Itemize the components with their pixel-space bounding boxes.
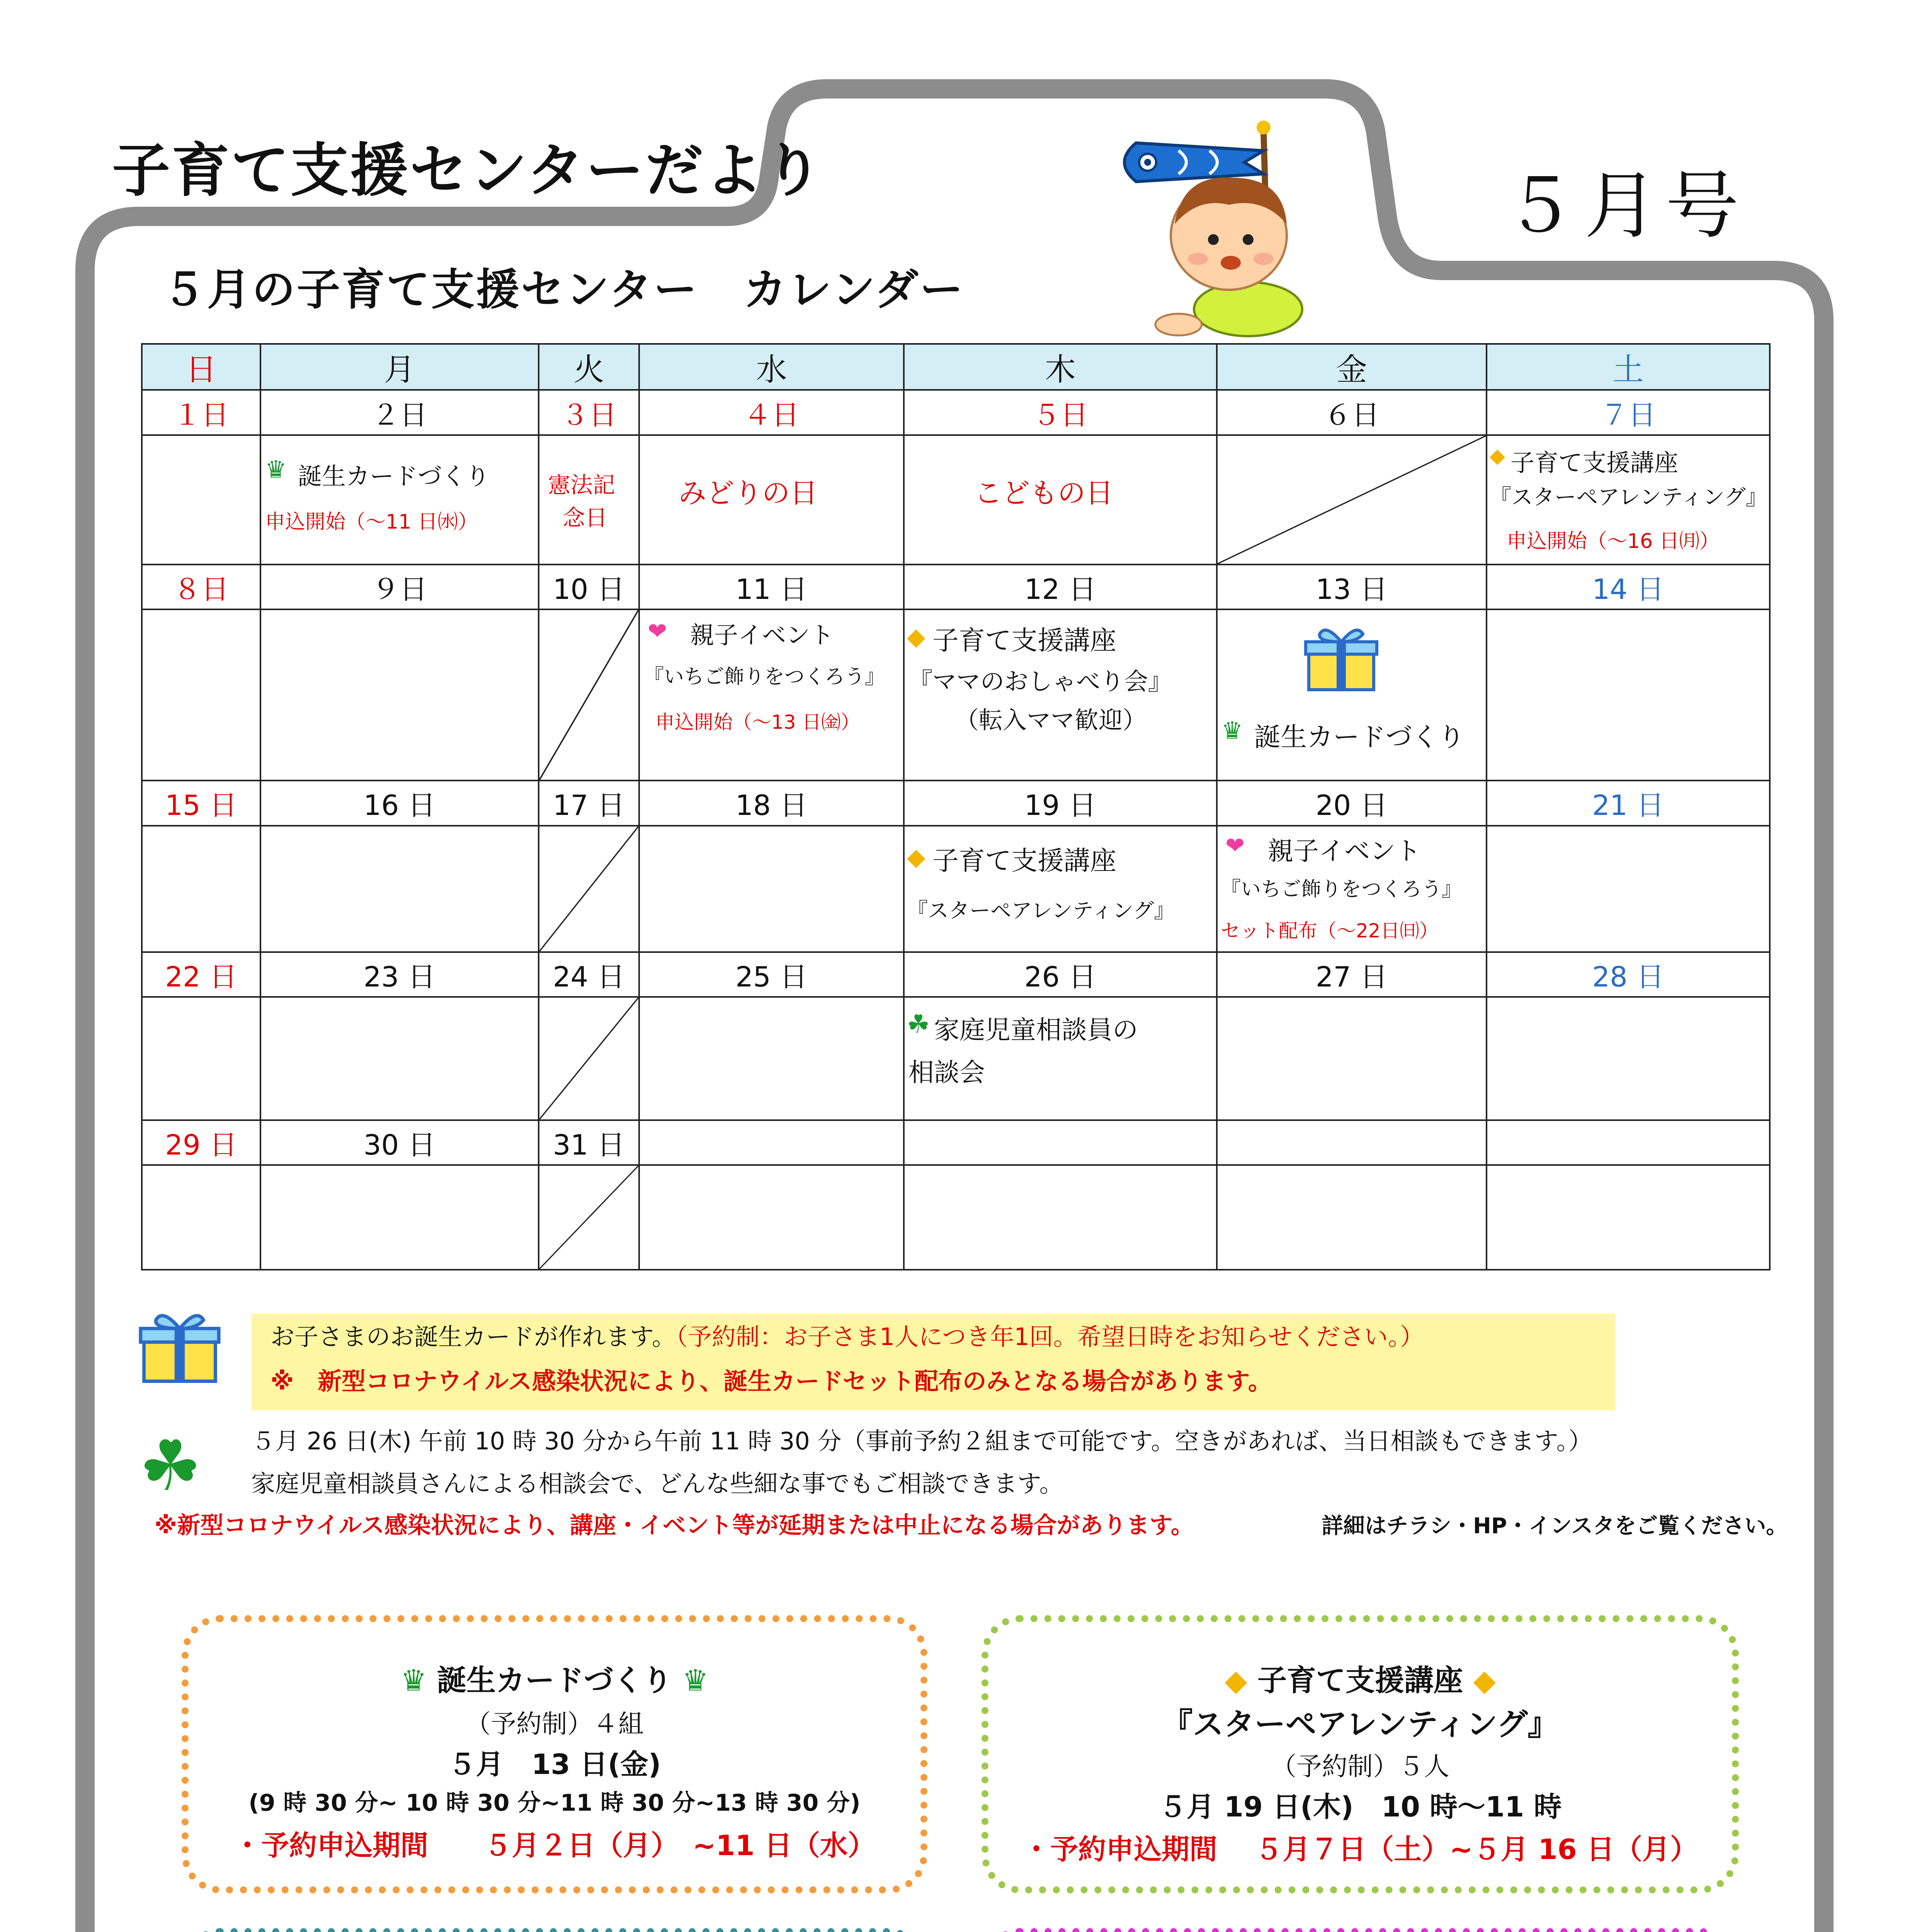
date-cell (1487, 1120, 1770, 1165)
event-cell-closed (539, 826, 639, 952)
date-cell: ４日 (639, 390, 904, 435)
event-cell (639, 826, 904, 952)
event-title: 誕生カードづくり (298, 462, 490, 490)
clover-icon: ☘ (907, 1009, 930, 1039)
weekday-wed: 水 (639, 344, 904, 390)
week-2-events (142, 609, 1770, 781)
gift-icon (1303, 622, 1380, 691)
event-cell (904, 1165, 1217, 1270)
event-cell (539, 435, 639, 565)
week-4-events (142, 997, 1770, 1120)
box-title (189, 1657, 920, 1699)
event-cell (904, 435, 1217, 565)
week-5-dates (142, 1120, 1770, 1165)
event-title: 相談会 (908, 1057, 985, 1087)
event-subtitle: 『いちご飾りをつくろう』 (644, 665, 885, 689)
holiday-name: みどりの日 (679, 476, 818, 509)
weekday-tue: 火 (539, 344, 639, 390)
date-cell: 29 日 (142, 1120, 260, 1165)
crown-icon: ♛ (1221, 716, 1243, 745)
mama-talk-box (981, 1928, 1739, 1932)
date-cell: ８日 (142, 565, 260, 609)
date-cell: ５日 (904, 390, 1217, 435)
date-cell: ７日 (1487, 390, 1770, 435)
event-title: 親子イベント (1268, 836, 1421, 866)
event-cell (1487, 609, 1770, 781)
closed-slash (539, 998, 638, 1119)
event-cell (142, 826, 260, 952)
holiday-name: こどもの日 (974, 476, 1114, 509)
crown-icon: ♛ (682, 1663, 709, 1697)
event-cell-closed (1217, 435, 1487, 565)
event-title: 子育て支援講座 (1510, 448, 1679, 477)
date-cell: 22 日 (142, 952, 260, 997)
event-cell (639, 435, 904, 565)
clover-icon: ☘ (139, 1426, 202, 1507)
notice-line: ※ 新型コロナウイルス感染状況により、誕生カードセット配布のみとなる場合があります。 (270, 1367, 1272, 1395)
date-cell: 30 日 (260, 1120, 539, 1165)
diamond-icon: ◆ (1473, 1663, 1496, 1697)
event-note: セット配布（～22日㈰） (1221, 919, 1439, 942)
notice-text: お子さまのお誕生カードが作れます。 (270, 1323, 676, 1351)
week-1-dates (142, 390, 1770, 435)
calendar-title: ５月の子育て支援センター カレンダー (162, 265, 965, 315)
date-cell: 11 日 (639, 565, 904, 609)
heart-icon: ❤ (1225, 832, 1245, 859)
event-cell (1487, 997, 1770, 1120)
box-title (988, 1657, 1732, 1699)
weekday-thu: 木 (904, 344, 1217, 390)
date-cell (1217, 1120, 1487, 1165)
event-cell-closed (539, 1165, 639, 1270)
gift-icon (137, 1306, 222, 1383)
event-cell (1487, 1165, 1770, 1270)
birthday-card-box (182, 1615, 927, 1893)
date-cell: 28 日 (1487, 952, 1770, 997)
date-cell: 25 日 (639, 952, 904, 997)
event-cell (904, 997, 1217, 1120)
week-3-dates (142, 781, 1770, 825)
heart-icon: ❤ (648, 617, 667, 645)
event-subtitle: 『スターペアレンティング』 (1490, 485, 1767, 510)
event-cell (1487, 826, 1770, 952)
event-subtitle: 『スターペアレンティング』 (907, 898, 1175, 923)
event-cell (1217, 826, 1487, 952)
date-cell: 10 日 (539, 565, 639, 609)
event-title: 家庭児童相談員の (934, 1015, 1138, 1045)
event-note: 申込開始（～13 日㈮） (655, 711, 860, 733)
closed-slash (539, 1166, 638, 1269)
date-cell (639, 1120, 904, 1165)
date-cell: 17 日 (539, 781, 639, 825)
box-title-text: 子育て支援講座 (1257, 1663, 1463, 1697)
event-title: 親子イベント (690, 621, 834, 649)
weekday-sat: 土 (1487, 344, 1770, 390)
date-cell: 20 日 (1217, 781, 1487, 825)
event-cell (1217, 1165, 1487, 1270)
event-cell (142, 609, 260, 781)
notice-line (270, 1318, 1424, 1352)
date-cell: ９日 (260, 565, 539, 609)
diamond-icon: ◆ (1225, 1663, 1247, 1697)
date-cell (904, 1120, 1217, 1165)
event-cell (1217, 997, 1487, 1120)
date-cell: 24 日 (539, 952, 639, 997)
event-cell (260, 609, 539, 781)
event-cell (639, 1165, 904, 1270)
weekday-fri: 金 (1217, 344, 1487, 390)
event-subtitle: 『ママのおしゃべり会』 (908, 667, 1172, 696)
date-cell: ２日 (260, 390, 539, 435)
week-2-dates (142, 565, 1770, 609)
date-cell: 16 日 (260, 781, 539, 825)
event-subtitle: 『いちご飾りをつくろう』 (1221, 878, 1462, 901)
event-cell (904, 609, 1217, 781)
week-3-events (142, 826, 1770, 952)
date-cell: 31 日 (539, 1120, 639, 1165)
event-cell (142, 1165, 260, 1270)
holiday-name: 念日 (563, 504, 608, 531)
star-parenting-box (981, 1615, 1739, 1893)
event-subtitle: （転入ママ歓迎） (955, 706, 1147, 734)
closed-slash (1218, 436, 1486, 564)
box-line: ５月 13 日(金) (448, 1748, 661, 1781)
issue-label: ５月号 (1503, 163, 1747, 248)
event-cell (142, 435, 260, 565)
date-cell: 26 日 (904, 952, 1217, 997)
newsletter-title: 子育て支援センターだより (112, 137, 824, 204)
event-cell (639, 997, 904, 1120)
event-title: 子育て支援講座 (932, 845, 1117, 876)
event-cell (260, 997, 539, 1120)
date-cell: 15 日 (142, 781, 260, 825)
details-line: 詳細はチラシ・HP・インスタをご覧ください。 (1322, 1514, 1788, 1539)
consult-line: ５月 26 日(木) 午前 10 時 30 分から午前 11 時 30 分（事前予約２組まで可能です。空きがあれば、当日相談もできます。） (251, 1427, 1592, 1455)
date-cell: 19 日 (904, 781, 1217, 825)
date-cell: 12 日 (904, 565, 1217, 609)
date-cell: ６日 (1217, 390, 1487, 435)
weekday-header-row (142, 344, 1770, 390)
box-line: （予約制）５人 (1271, 1752, 1449, 1781)
box-title-text: 誕生カードづくり (437, 1663, 672, 1697)
diamond-icon: ◆ (907, 842, 925, 871)
event-cell (260, 1165, 539, 1270)
oyako-event-box (182, 1928, 927, 1932)
event-title: 誕生カードづくり (1254, 722, 1465, 753)
crown-icon: ♛ (400, 1663, 427, 1697)
calendar-table (141, 343, 1771, 1270)
warning-line: ※新型コロナウイルス感染状況により、講座・イベント等が延期または中止になる場合があります。 (155, 1512, 1194, 1539)
event-note: 申込開始（～16 日㈪） (1507, 529, 1720, 553)
date-cell: 27 日 (1217, 952, 1487, 997)
date-cell: １日 (142, 390, 260, 435)
date-cell: ３日 (539, 390, 639, 435)
box-line: （予約制）４組 (465, 1709, 644, 1739)
date-cell: 21 日 (1487, 781, 1770, 825)
date-cell: 14 日 (1487, 565, 1770, 609)
notice-text-red: （予約制：お子さま1人につき年1回。希望日時をお知らせください。） (676, 1323, 1424, 1351)
weekday-sun: 日 (142, 344, 260, 390)
event-cell (639, 609, 904, 781)
closed-slash (539, 610, 638, 780)
box-line: ・予約申込期間 ５月２日（月） ~11 日（水） (233, 1829, 876, 1862)
week-1-events (142, 435, 1770, 565)
event-title: 子育て支援講座 (932, 625, 1117, 656)
holiday-name: 憲法記 (548, 471, 616, 498)
diamond-icon: ◆ (1490, 444, 1505, 468)
event-cell (904, 826, 1217, 952)
event-cell (1487, 435, 1770, 565)
consult-line: 家庭児童相談員さんによる相談会で、どんな些細な事でもご相談できます。 (251, 1469, 1063, 1498)
event-cell-closed (539, 609, 639, 781)
weekday-mon: 月 (260, 344, 539, 390)
date-cell: 13 日 (1217, 565, 1487, 609)
crown-icon: ♛ (265, 455, 287, 483)
box-line: 『スターペアレンティング』 (1162, 1706, 1559, 1742)
box-line: (9 時 30 分~ 10 時 30 分~11 時 30 分~13 時 30 分) (248, 1789, 861, 1816)
week-4-dates (142, 952, 1770, 997)
box-line: ５月 19 日(木) 10 時～11 時 (1158, 1791, 1562, 1823)
event-cell (1217, 609, 1487, 781)
week-5-events (142, 1165, 1770, 1270)
date-cell: 23 日 (260, 952, 539, 997)
event-cell (260, 826, 539, 952)
event-cell (142, 997, 260, 1120)
event-cell (260, 435, 539, 565)
closed-slash (539, 827, 638, 951)
date-cell: 18 日 (639, 781, 904, 825)
box-line: ・予約申込期間 ５月７日（土）~５月 16 日（月） (1022, 1833, 1698, 1866)
child-koinobori-illustration (1082, 108, 1333, 340)
event-note: 申込開始（～11 日㈬） (265, 510, 478, 534)
diamond-icon: ◆ (907, 622, 925, 651)
event-cell-closed (539, 997, 639, 1120)
